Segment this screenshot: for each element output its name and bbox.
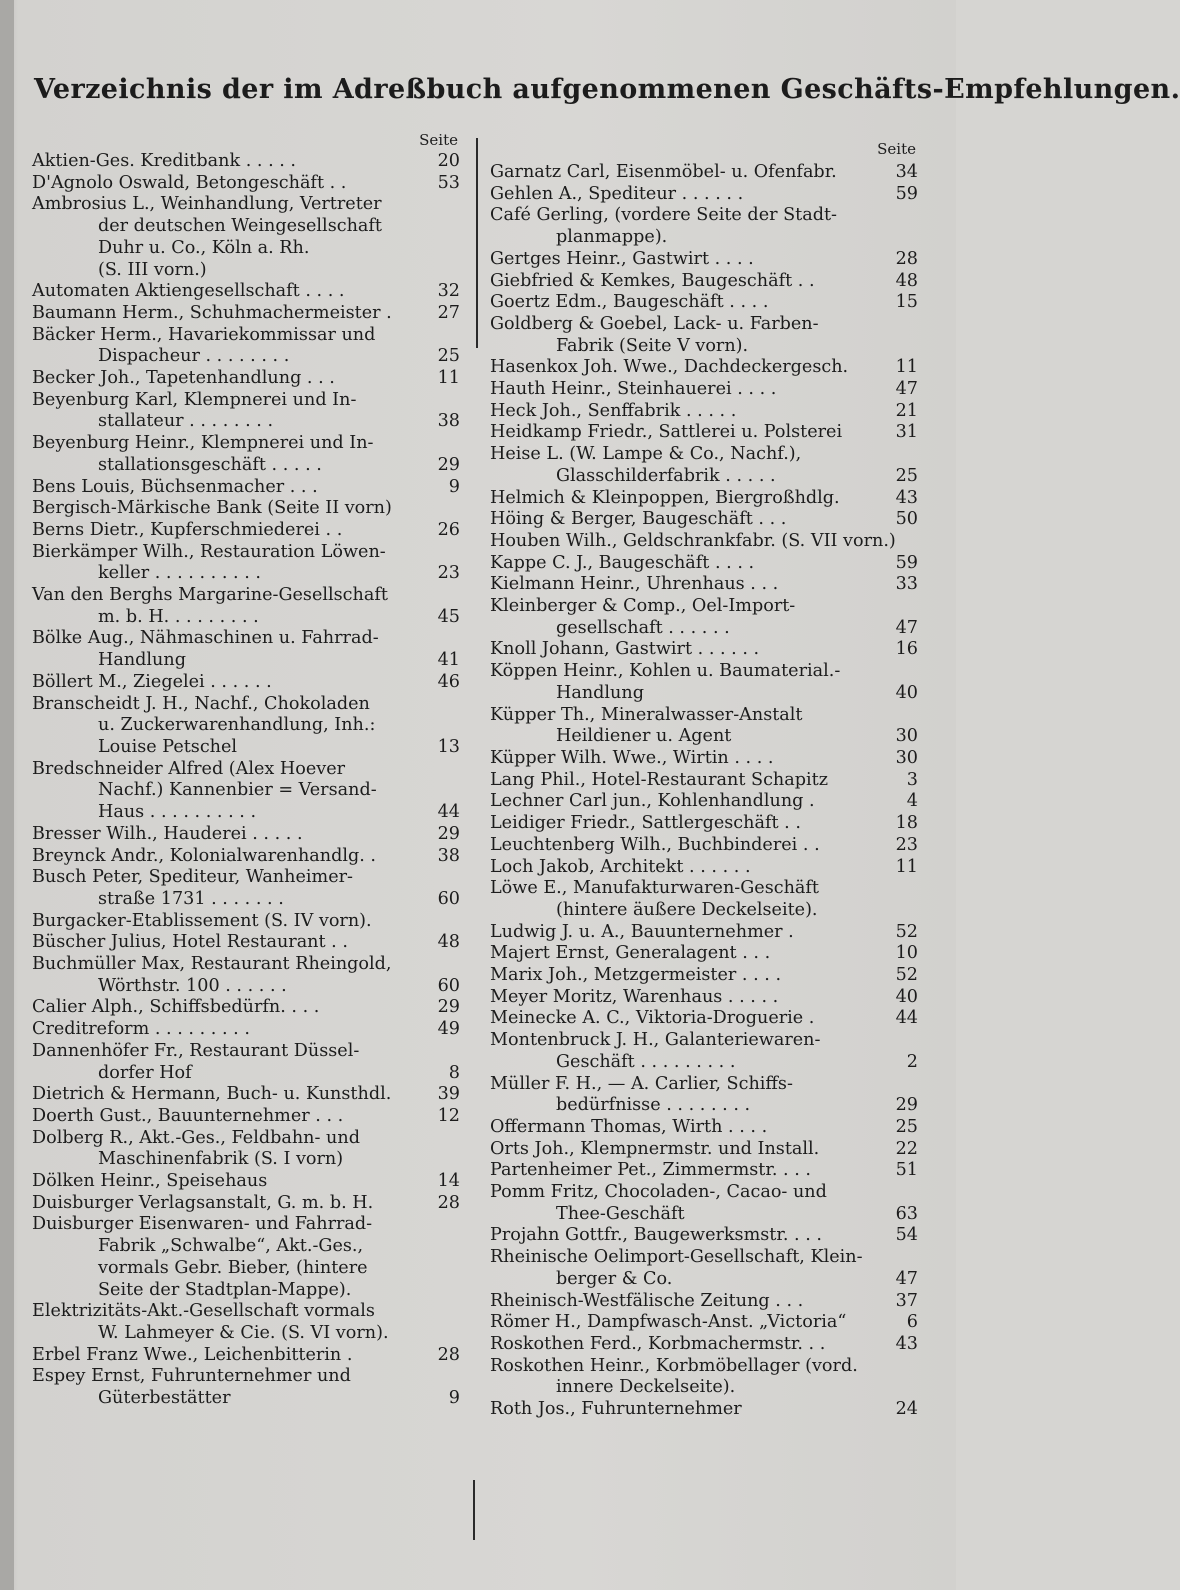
entry-page-number: 8 (448, 1062, 460, 1083)
entry-page-number: 23 (437, 563, 460, 584)
directory-entry (32, 1345, 462, 1367)
entry-name: Gehlen A., Spediteur . . . . . . (490, 183, 744, 204)
entry-name: Dölken Heinr., Speisehaus (32, 1171, 268, 1192)
directory-entry (490, 791, 920, 813)
directory-entry (32, 694, 462, 759)
directory-entry (490, 943, 920, 965)
entry-continuation: stallationsgeschäft . . . . . (98, 454, 322, 475)
entry-name: Café Gerling, (vordere Seite der Stadt- (490, 205, 838, 226)
directory-entry (490, 162, 920, 184)
entry-name: Lechner Carl jun., Kohlenhandlung . (490, 791, 815, 812)
entry-name: Calier Alph., Schiffsbedürfn. . . . (32, 997, 320, 1018)
entry-continuation: bedürfnisse . . . . . . . . (556, 1095, 751, 1116)
entry-page-number: 39 (437, 1084, 460, 1105)
entry-continuation: Louise Petschel (98, 736, 238, 757)
directory-entry (490, 292, 920, 314)
entry-page-number: 43 (895, 1333, 918, 1354)
directory-entry (32, 1019, 462, 1041)
entry-page-number: 48 (437, 932, 460, 953)
directory-entry (32, 997, 462, 1019)
directory-entry (490, 1030, 920, 1073)
directory-entry (32, 846, 462, 868)
entry-continuation: vormals Gebr. Bieber, (hintere (98, 1257, 368, 1278)
directory-entry (32, 1171, 462, 1193)
entry-continuation: Heildiener u. Agent (556, 726, 732, 747)
entry-page-number: 20 (437, 151, 460, 171)
entry-name: Creditreform . . . . . . . . . (32, 1019, 250, 1040)
directory-entry (490, 1334, 920, 1356)
directory-entry (32, 1214, 462, 1301)
entry-name: Offermann Thomas, Wirth . . . . (490, 1116, 768, 1137)
entry-continuation: Geschäft . . . . . . . . . (556, 1051, 736, 1072)
entry-page-number: 31 (895, 422, 918, 443)
entry-page-number: 28 (437, 1344, 460, 1365)
entry-name: Beyenburg Heinr., Klempnerei und In- (32, 433, 374, 454)
entry-continuation: innere Deckelseite). (556, 1377, 736, 1398)
entry-page-number: 40 (895, 682, 918, 703)
directory-entry (490, 401, 920, 423)
entry-continuation: Nachf.) Kannenbier = Versand- (98, 780, 377, 801)
entry-continuation: Güterbestätter (98, 1388, 231, 1409)
entry-continuation: Haus . . . . . . . . . . (98, 802, 257, 823)
directory-entry (490, 1312, 920, 1334)
directory-entry (490, 509, 920, 531)
page-title: Verzeichnis der im Adreßbuch aufgenommenen Geschäfts-Empfehlungen. (34, 74, 1180, 105)
entry-continuation: Dispacheur . . . . . . . . (98, 346, 290, 367)
entry-page-number: 2 (906, 1051, 918, 1072)
directory-entry (490, 1117, 920, 1139)
entry-page-number: 47 (895, 379, 918, 400)
entry-name: Lang Phil., Hotel-Restaurant Schapitz (490, 769, 828, 790)
entry-page-number: 52 (895, 921, 918, 942)
entry-name: Goertz Edm., Baugeschäft . . . . (490, 292, 769, 313)
entry-continuation: Seite der Stadtplan-Mappe). (98, 1279, 352, 1300)
entry-name: Büscher Julius, Hotel Restaurant . . (32, 932, 348, 953)
entry-page-number: 59 (895, 183, 918, 204)
directory-entry (32, 477, 462, 499)
directory-entry (32, 1128, 462, 1171)
entry-name: Gertges Heinr., Gastwirt . . . . (490, 248, 754, 269)
entry-name: Roth Jos., Fuhrunternehmer (490, 1399, 742, 1420)
directory-entry (32, 1041, 462, 1084)
entry-name: Becker Joh., Tapetenhandlung . . . (32, 368, 335, 389)
entry-page-number: 12 (437, 1105, 460, 1126)
entry-name: Marix Joh., Metzgermeister . . . . (490, 965, 782, 986)
directory-entry (32, 911, 462, 933)
entry-page-number: 25 (895, 465, 918, 486)
entry-name: Elektrizitäts-Akt.-Gesellschaft vormals (32, 1301, 375, 1322)
entry-page-number: 30 (895, 747, 918, 768)
entry-continuation: Handlung (556, 682, 644, 703)
entry-name: Orts Joh., Klempnermstr. und Install. (490, 1138, 820, 1159)
entry-page-number: 49 (437, 1019, 460, 1040)
entry-name: Roskothen Ferd., Korbmachermstr. . . (490, 1333, 826, 1354)
directory-entry (490, 965, 920, 987)
entry-name: Helmich & Kleinpoppen, Biergroßhdlg. (490, 487, 840, 508)
entry-page-number: 4 (906, 791, 918, 812)
entry-page-number: 28 (895, 248, 918, 269)
entry-name: Partenheimer Pet., Zimmermstr. . . . (490, 1160, 811, 1181)
entry-page-number: 29 (437, 454, 460, 475)
directory-entry (32, 1366, 462, 1409)
entry-name: Ludwig J. u. A., Bauunternehmer . (490, 921, 794, 942)
entry-name: Leidiger Friedr., Sattlergeschäft . . (490, 813, 801, 834)
entry-page-number: 28 (437, 1192, 460, 1213)
entry-name: Beyenburg Karl, Klempnerei und In- (32, 389, 357, 410)
entry-name: Aktien-Ges. Kreditbank . . . . . (32, 151, 297, 171)
directory-entry (490, 1160, 920, 1182)
entry-continuation: berger & Co. (556, 1268, 673, 1289)
entry-continuation: Thee-Geschäft (556, 1203, 685, 1224)
directory-entry (32, 628, 462, 671)
entry-continuation: straße 1731 . . . . . . . (98, 888, 284, 909)
entry-name: Busch Peter, Spediteur, Wanheimer- (32, 867, 353, 888)
entry-page-number: 9 (448, 476, 460, 497)
entry-continuation: (S. III vorn.) (98, 259, 207, 280)
entry-page-number: 24 (895, 1399, 918, 1420)
seite-header-right: Seite (877, 140, 916, 158)
directory-entry (32, 281, 462, 303)
entry-page-number: 51 (895, 1160, 918, 1181)
directory-entry (32, 867, 462, 910)
entry-name: Duisburger Verlagsanstalt, G. m. b. H. (32, 1192, 374, 1213)
entry-page-number: 25 (895, 1116, 918, 1137)
entry-name: Bierkämper Wilh., Restauration Löwen- (32, 541, 386, 562)
directory-entry (490, 1225, 920, 1247)
directory-entry (490, 1291, 920, 1313)
entry-name: Garnatz Carl, Eisenmöbel- u. Ofenfabr. (490, 162, 837, 182)
entry-page-number: 29 (437, 823, 460, 844)
entry-continuation: W. Lahmeyer & Cie. (S. VI vorn). (98, 1322, 389, 1343)
directory-entry (32, 303, 462, 325)
entry-page-number: 15 (895, 292, 918, 313)
directory-entry (490, 1182, 920, 1225)
directory-entry (32, 325, 462, 368)
entry-name: Pomm Fritz, Chocoladen-, Cacao- und (490, 1182, 827, 1203)
directory-entry (490, 835, 920, 857)
directory-entry (490, 770, 920, 792)
entry-page-number: 54 (895, 1225, 918, 1246)
entry-name: Branscheidt J. H., Nachf., Chokoladen (32, 693, 370, 714)
entry-name: Bredschneider Alfred (Alex Hoever (32, 758, 346, 779)
entry-page-number: 60 (437, 888, 460, 909)
entry-page-number: 13 (437, 736, 460, 757)
entry-name: Hasenkox Joh. Wwe., Dachdeckergesch. (490, 357, 849, 378)
directory-entry (32, 759, 462, 824)
entry-page-number: 29 (437, 997, 460, 1018)
entry-page-number: 26 (437, 519, 460, 540)
entry-name: Giebfried & Kemkes, Baugeschäft . . (490, 270, 815, 291)
entry-name: Bäcker Herm., Havariekommissar und (32, 324, 376, 345)
entry-page-number: 6 (906, 1312, 918, 1333)
directory-entry (32, 672, 462, 694)
column-divider-bottom (473, 1480, 475, 1540)
entry-name: Erbel Franz Wwe., Leichenbitterin . (32, 1344, 353, 1365)
entry-page-number: 38 (437, 845, 460, 866)
entry-page-number: 3 (906, 769, 918, 790)
entry-page-number: 9 (448, 1388, 460, 1409)
entry-page-number: 14 (437, 1171, 460, 1192)
directory-entry (490, 596, 920, 639)
entry-name: Köppen Heinr., Kohlen u. Baumaterial.- (490, 661, 841, 682)
entry-name: Montenbruck J. H., Galanteriewaren- (490, 1030, 821, 1051)
entry-continuation: u. Zuckerwarenhandlung, Inh.: (98, 715, 376, 736)
directory-entry (490, 1139, 920, 1161)
entry-page-number: 44 (895, 1008, 918, 1029)
entry-name: Automaten Aktiengesellschaft . . . . (32, 281, 345, 302)
entry-name: Dolberg R., Akt.-Ges., Feldbahn- und (32, 1127, 360, 1148)
entry-page-number: 27 (437, 302, 460, 323)
entry-page-number: 33 (895, 574, 918, 595)
directory-entry (32, 498, 462, 520)
entry-name: Hauth Heinr., Steinhauerei . . . . (490, 379, 777, 400)
entry-page-number: 52 (895, 965, 918, 986)
entry-name: Bresser Wilh., Hauderei . . . . . (32, 823, 303, 844)
entry-name: Baumann Herm., Schuhmachermeister . (32, 302, 392, 323)
entry-continuation: Fabrik (Seite V vorn). (556, 335, 749, 356)
entry-page-number: 11 (437, 368, 460, 389)
entry-page-number: 47 (895, 1268, 918, 1289)
entry-name: Bergisch-Märkische Bank (Seite II vorn) (32, 498, 392, 519)
directory-entry (490, 314, 920, 357)
right-entry-list (490, 162, 920, 1421)
entry-page-number: 10 (895, 943, 918, 964)
directory-entry (32, 1301, 462, 1344)
directory-entry (490, 488, 920, 510)
entry-continuation: Duhr u. Co., Köln a. Rh. (98, 237, 310, 258)
directory-entry (490, 1356, 920, 1399)
entry-name: Kielmann Heinr., Uhrenhaus . . . (490, 574, 779, 595)
entry-name: Dannenhöfer Fr., Restaurant Düssel- (32, 1040, 360, 1061)
directory-entry (490, 857, 920, 879)
entry-name: D'Agnolo Oswald, Betongeschäft . . (32, 172, 347, 193)
entry-name: Goldberg & Goebel, Lack- u. Farben- (490, 313, 819, 334)
directory-entry (32, 954, 462, 997)
entry-name: Buchmüller Max, Restaurant Rheingold, (32, 954, 392, 975)
directory-entry (490, 987, 920, 1009)
entry-page-number: 46 (437, 671, 460, 692)
entry-page-number: 37 (895, 1290, 918, 1311)
column-divider (476, 138, 478, 348)
directory-entry (490, 553, 920, 575)
entry-name: Böllert M., Ziegelei . . . . . . (32, 671, 272, 692)
directory-entry (32, 151, 462, 173)
entry-page-number: 43 (895, 487, 918, 508)
entry-continuation: Glasschilderfabrik . . . . . (556, 465, 776, 486)
directory-entry (32, 1084, 462, 1106)
entry-name: Meinecke A. C., Viktoria-Droguerie . (490, 1008, 815, 1029)
directory-entry (490, 1074, 920, 1117)
entry-name: Projahn Gottfr., Baugewerksmstr. . . . (490, 1225, 822, 1246)
entry-name: Bölke Aug., Nähmaschinen u. Fahrrad- (32, 628, 379, 649)
directory-entry (490, 705, 920, 748)
directory-entry (490, 444, 920, 487)
entry-name: Roskothen Heinr., Korbmöbellager (vord. (490, 1355, 858, 1376)
entry-name: Dietrich & Hermann, Buch- u. Kunsthdl. (32, 1084, 392, 1105)
directory-entry (490, 184, 920, 206)
entry-continuation: stallateur . . . . . . . . (98, 411, 274, 432)
directory-entry (490, 531, 920, 553)
entry-page-number: 16 (895, 639, 918, 660)
entry-name: Van den Berghs Margarine-Gesellschaft (32, 585, 388, 606)
directory-entry (32, 932, 462, 954)
entry-page-number: 11 (895, 856, 918, 877)
directory-entry (32, 390, 462, 433)
entry-continuation: (hintere äußere Deckelseite). (556, 899, 818, 920)
directory-entry (32, 520, 462, 542)
directory-entry (490, 1399, 920, 1421)
directory-entry (32, 368, 462, 390)
entry-page-number: 41 (437, 650, 460, 671)
entry-name: Küpper Wilh. Wwe., Wirtin . . . . (490, 747, 774, 768)
directory-entry (490, 1247, 920, 1290)
directory-entry (490, 748, 920, 770)
entry-name: Breynck Andr., Kolonialwarenhandlg. . (32, 845, 377, 866)
entry-page-number: 47 (895, 617, 918, 638)
entry-continuation: keller . . . . . . . . . . (98, 563, 261, 584)
entry-name: Höing & Berger, Baugeschäft . . . (490, 509, 787, 530)
entry-name: Berns Dietr., Kupferschmiederei . . (32, 519, 343, 540)
directory-entry (490, 249, 920, 271)
seite-header-left: Seite (419, 131, 458, 149)
directory-entry (32, 194, 462, 281)
directory-entry (490, 813, 920, 835)
directory-entry (32, 1106, 462, 1128)
entry-name: Doerth Gust., Bauunternehmer . . . (32, 1105, 344, 1126)
entry-name: Römer H., Dampfwasch-Anst. „Victoria“ (490, 1312, 847, 1333)
entry-page-number: 45 (437, 606, 460, 627)
directory-entry (490, 574, 920, 596)
entry-continuation: planmappe). (556, 227, 668, 248)
entry-name: Espey Ernst, Fuhrunternehmer und (32, 1366, 351, 1387)
entry-continuation: Wörthstr. 100 . . . . . . (98, 975, 287, 996)
entry-continuation: der deutschen Weingesellschaft (98, 216, 382, 237)
directory-entry (32, 824, 462, 846)
entry-name: Duisburger Eisenwaren- und Fahrrad- (32, 1214, 373, 1235)
entry-page-number: 53 (437, 172, 460, 193)
entry-page-number: 21 (895, 400, 918, 421)
entry-name: Ambrosius L., Weinhandlung, Vertreter (32, 194, 382, 215)
directory-entry (490, 878, 920, 921)
entry-name: Burgacker-Etablissement (S. IV vorn). (32, 910, 372, 931)
entry-page-number: 63 (895, 1203, 918, 1224)
entry-continuation: dorfer Hof (98, 1062, 192, 1083)
directory-entry (32, 1193, 462, 1215)
directory-entry (490, 379, 920, 401)
entry-name: Küpper Th., Mineralwasser-Anstalt (490, 704, 803, 725)
entry-page-number: 40 (895, 986, 918, 1007)
entry-name: Kleinberger & Comp., Oel-Import- (490, 596, 796, 617)
entry-page-number: 25 (437, 346, 460, 367)
entry-name: Houben Wilh., Geldschrankfabr. (S. VII vorn.) (490, 530, 896, 551)
entry-name: Heise L. (W. Lampe & Co., Nachf.), (490, 444, 802, 465)
entry-page-number: 18 (895, 813, 918, 834)
entry-page-number: 11 (895, 357, 918, 378)
left-column (32, 130, 462, 1410)
directory-entry (490, 661, 920, 704)
entry-name: Loch Jakob, Architekt . . . . . . (490, 856, 751, 877)
left-entry-list (32, 151, 462, 1410)
entry-name: Rheinisch-Westfälische Zeitung . . . (490, 1290, 804, 1311)
right-column (490, 139, 920, 1421)
directory-entry (490, 1008, 920, 1030)
directory-entry (32, 433, 462, 476)
directory-entry (490, 271, 920, 293)
directory-entry (32, 173, 462, 195)
directory-entry (490, 357, 920, 379)
entry-page-number: 23 (895, 834, 918, 855)
entry-page-number: 50 (895, 509, 918, 530)
entry-name: Müller F. H., — A. Carlier, Schiffs- (490, 1073, 793, 1094)
entry-name: Meyer Moritz, Warenhaus . . . . . (490, 986, 779, 1007)
entry-page-number: 44 (437, 802, 460, 823)
entry-continuation: gesellschaft . . . . . . (556, 617, 730, 638)
entry-page-number: 60 (437, 975, 460, 996)
entry-page-number: 34 (895, 162, 918, 182)
directory-entry (490, 922, 920, 944)
directory-entry (490, 205, 920, 248)
entry-name: Bens Louis, Büchsenmacher . . . (32, 476, 318, 497)
entry-continuation: Handlung (98, 650, 186, 671)
entry-name: Rheinische Oelimport-Gesellschaft, Klein- (490, 1247, 863, 1268)
entry-page-number: 22 (895, 1138, 918, 1159)
directory-entry (32, 585, 462, 628)
entry-page-number: 32 (437, 281, 460, 302)
entry-page-number: 30 (895, 726, 918, 747)
entry-page-number: 29 (895, 1095, 918, 1116)
entry-continuation: m. b. H. . . . . . . . . (98, 606, 259, 627)
entry-continuation: Fabrik „Schwalbe“, Akt.-Ges., (98, 1236, 364, 1257)
entry-name: Kappe C. J., Baugeschäft . . . . (490, 552, 755, 573)
directory-entry (490, 422, 920, 444)
entry-name: Knoll Johann, Gastwirt . . . . . . (490, 639, 760, 660)
entry-page-number: 48 (895, 270, 918, 291)
entry-name: Heidkamp Friedr., Sattlerei u. Polsterei (490, 422, 843, 443)
entry-name: Löwe E., Manufakturwaren-Geschäft (490, 878, 819, 899)
directory-entry (32, 542, 462, 585)
entry-page-number: 59 (895, 552, 918, 573)
entry-page-number: 38 (437, 411, 460, 432)
page-binding-edge (0, 0, 14, 1590)
entry-name: Leuchtenberg Wilh., Buchbinderei . . (490, 834, 820, 855)
directory-entry (490, 639, 920, 661)
entry-name: Heck Joh., Senffabrik . . . . . (490, 400, 737, 421)
entry-continuation: Maschinenfabrik (S. I vorn) (98, 1149, 344, 1170)
entry-name: Majert Ernst, Generalagent . . . (490, 943, 771, 964)
